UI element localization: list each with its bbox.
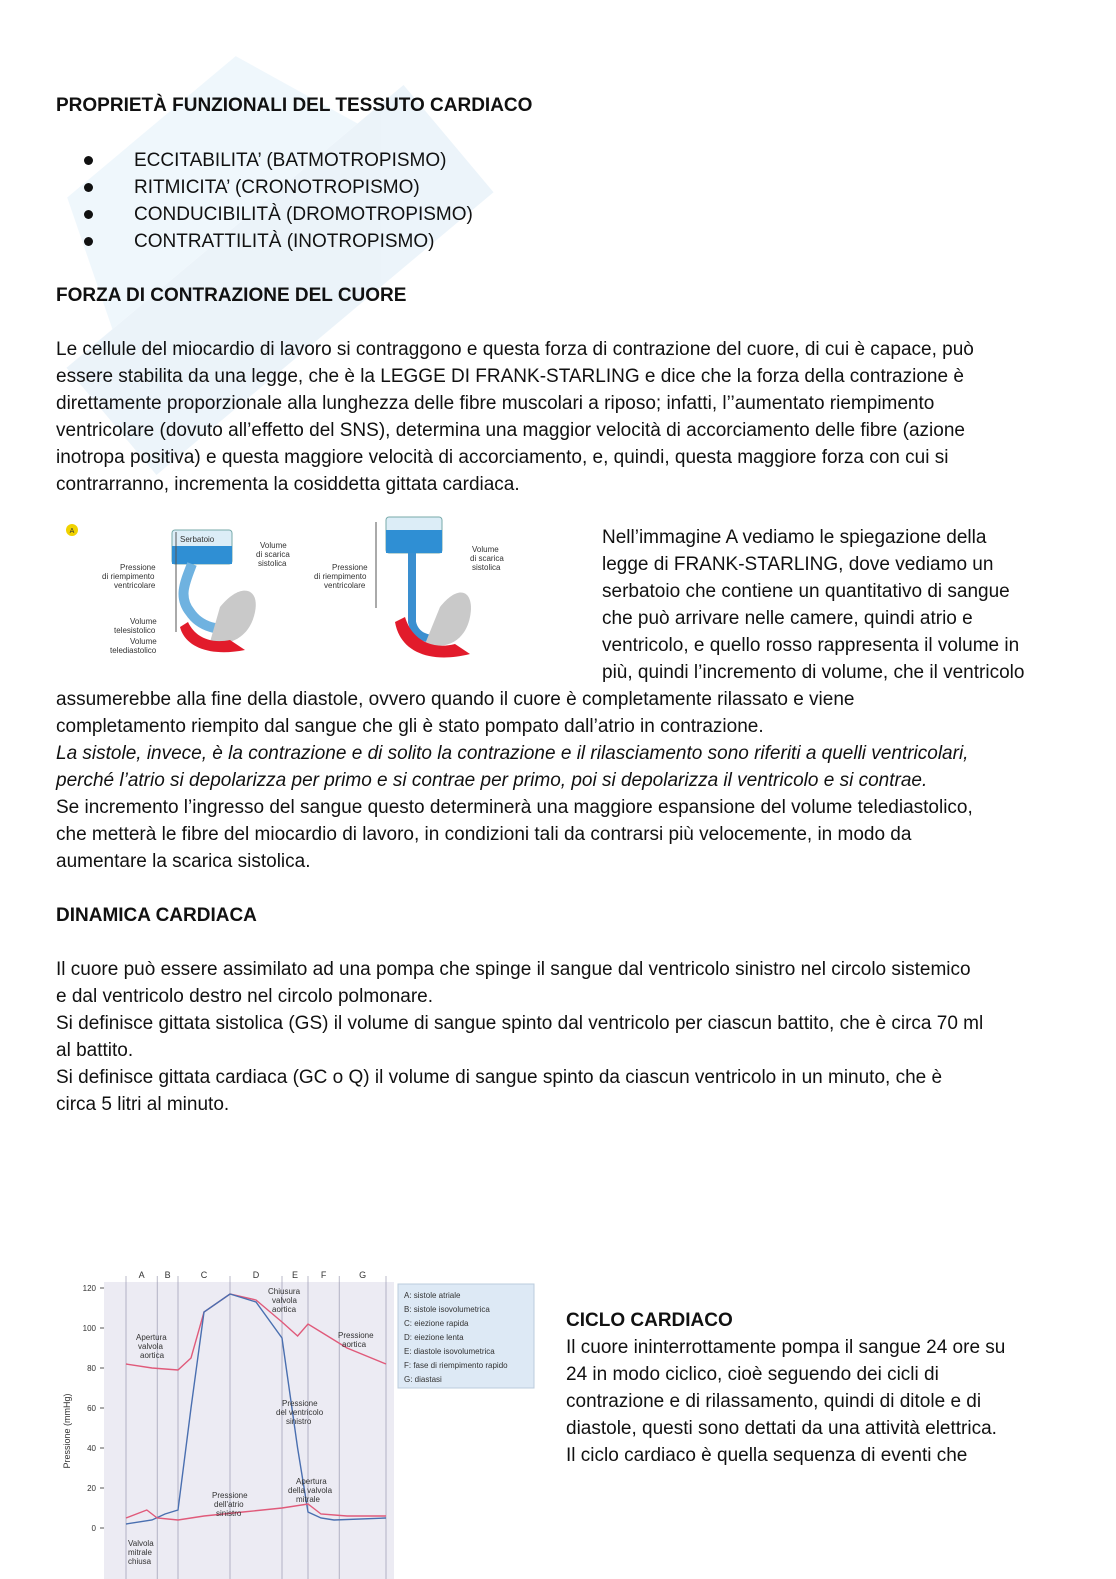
- phase-label: C: [200, 1270, 208, 1280]
- paragraph-line: direttamente proporzionale alla lunghezza delle fibre muscolari a riposo; infatti, l’’aumentato riempimento: [56, 393, 935, 414]
- y-tick-label: 40: [87, 1444, 96, 1453]
- legend-entry: G: diastasi: [404, 1375, 442, 1384]
- paragraph-line: aumentare la scarica sistolica.: [56, 851, 311, 872]
- section-title-proprieta: PROPRIETÀ FUNZIONALI DEL TESSUTO CARDIACO: [56, 95, 533, 116]
- legend-entry: F: fase di riempimento rapido: [404, 1361, 508, 1370]
- paragraph-line: Se incremento l’ingresso del sangue questo determinerà una maggiore espansione del volume telediastolico,: [56, 797, 973, 818]
- annotation-pressione-atrio: Pressione: [212, 1491, 248, 1500]
- y-axis-label: Pressione (mmHg): [62, 1393, 72, 1469]
- frank-starling-figure: [60, 512, 580, 672]
- paragraph-line: e dal ventricolo destro nel circolo polmonare.: [56, 986, 434, 1007]
- paragraph-line: essere stabilita da una legge, che è la LEGGE DI FRANK-STARLING e dice che la forza della contrazione è: [56, 366, 964, 387]
- phase-label: D: [252, 1270, 260, 1280]
- annotation-apertura-aortica: Apertura: [136, 1333, 167, 1342]
- annotation-apertura-aortica: aortica: [140, 1351, 165, 1360]
- annotation-pressione-aortica: Pressione: [338, 1331, 374, 1340]
- bullet-item: CONTRATTILITÀ (INOTROPISMO): [134, 231, 435, 252]
- side-text-line: che può arrivare nelle camere, quindi atrio e: [602, 608, 973, 629]
- annotation-pressione-aortica: aortica: [342, 1340, 367, 1349]
- bullet-item: RITMICITA’ (CRONOTROPISMO): [134, 177, 420, 198]
- y-tick-label: 80: [87, 1364, 96, 1373]
- phase-label: B: [164, 1270, 171, 1280]
- paragraph-line: diastole, questi sono dettati da una attività elettrica.: [566, 1418, 997, 1439]
- side-text-line: ventricolo, e quello rosso rappresenta il volume in: [602, 635, 1020, 656]
- phase-label: F: [320, 1270, 327, 1280]
- phase-label: E: [291, 1270, 299, 1280]
- y-tick-label: 60: [87, 1404, 96, 1413]
- label-volume-left: sistolica: [258, 559, 287, 568]
- y-tick-label: 100: [82, 1324, 96, 1333]
- section-title-dinamica: DINAMICA CARDIACA: [56, 905, 257, 926]
- annotation-apertura-aortica: valvola: [138, 1342, 163, 1351]
- section-title-forza: FORZA DI CONTRAZIONE DEL CUORE: [56, 285, 407, 306]
- paragraph-line: che metterà le fibre del miocardio di lavoro, in condizioni tali da contrarsi più velocemente, in modo da: [56, 824, 912, 845]
- paragraph-line: Il ciclo cardiaco è quella sequenza di eventi che: [566, 1445, 968, 1466]
- side-text-line: Nell’immagine A vediamo le spiegazione della: [602, 527, 987, 548]
- annotation-apertura-mitrale: mitrale: [296, 1495, 321, 1504]
- bullet-item: CONDUCIBILITÀ (DROMOTROPISMO): [134, 204, 473, 225]
- paragraph-line: ventricolare (dovuto all’effetto del SNS), determina una maggior velocità di accorciamento delle fibre (azione: [56, 420, 965, 441]
- annotation-apertura-mitrale: della valvola: [288, 1486, 333, 1495]
- phase-label: A: [138, 1270, 145, 1280]
- legend-entry: A: sistole atriale: [404, 1291, 461, 1300]
- paragraph-line: Le cellule del miocardio di lavoro si contraggono e questa forza di contrazione del cuore, di cui è capace, può: [56, 339, 974, 360]
- label-volume-left: di scarica: [256, 550, 290, 559]
- label-pressione-right: di riempimento: [314, 572, 367, 581]
- paragraph-line: Si definisce gittata cardiaca (GC o Q) il volume di sangue spinto da ciascun ventricolo in un minuto, che è: [56, 1067, 943, 1088]
- italic-line: perché l’atrio si depolarizza per primo e si contrae per primo, poi si depolarizza il ventricolo e si contrae.: [56, 770, 928, 791]
- label-telediastolico: telediastolico: [110, 646, 157, 655]
- label-telediastolico: Volume: [130, 637, 157, 646]
- annotation-pressione-atrio: sinistro: [216, 1509, 242, 1518]
- y-tick-label: 0: [91, 1524, 96, 1533]
- legend-entry: C: eiezione rapida: [404, 1319, 469, 1328]
- left-apparatus: [172, 530, 256, 652]
- annotation-pressione-atrio: dell'atrio: [214, 1500, 244, 1509]
- legend-entry: D: eiezione lenta: [404, 1333, 464, 1342]
- annotation-valvola-mitrale: mitrale: [128, 1548, 153, 1557]
- paragraph-line: Il cuore ininterrottamente pompa il sangue 24 ore su: [566, 1337, 1006, 1358]
- phase-label: G: [359, 1270, 367, 1280]
- section-title-ciclo: CICLO CARDIACO: [566, 1310, 733, 1331]
- paragraph-line: 24 in modo ciclico, cioè seguendo dei cicli di: [566, 1364, 939, 1385]
- annotation-valvola-mitrale: chiusa: [128, 1557, 152, 1566]
- label-telesistolico: Volume: [130, 617, 157, 626]
- paragraph-line: Si definisce gittata sistolica (GS) il volume di sangue spinto dal ventricolo per ciascun battito, che è circa 70 ml: [56, 1013, 984, 1034]
- label-volume-right: sistolica: [472, 563, 501, 572]
- bullet-dot: [84, 156, 93, 165]
- side-text-line: più, quindi l’incremento di volume, che il ventricolo: [602, 662, 1025, 683]
- label-pressione-left: di riempimento: [102, 572, 155, 581]
- annotation-pressione-ventricolo: sinistro: [286, 1417, 312, 1426]
- label-volume-right: di scarica: [470, 554, 504, 563]
- legend-entry: B: sistole isovolumetrica: [404, 1305, 490, 1314]
- paragraph-line: Il cuore può essere assimilato ad una pompa che spinge il sangue dal ventricolo sinistro nel circolo sistemico: [56, 959, 971, 980]
- label-pressione-left: ventricolare: [114, 581, 156, 590]
- bullet-dot: [84, 210, 93, 219]
- paragraph-line: assumerebbe alla fine della diastole, ovvero quando il cuore è completamente rilassato e viene: [56, 689, 855, 710]
- annotation-pressione-ventricolo: del ventricolo: [276, 1408, 324, 1417]
- y-tick-label: 20: [87, 1484, 96, 1493]
- label-pressione-right: Pressione: [332, 563, 368, 572]
- label-serbatoio: Serbatoio: [180, 535, 215, 544]
- label-pressione-right: ventricolare: [324, 581, 366, 590]
- paragraph-line: contrarranno, incrementa la cosiddetta gittata cardiaca.: [56, 474, 520, 495]
- label-pressione-left: Pressione: [120, 563, 156, 572]
- label-volume-right: Volume: [472, 545, 499, 554]
- annotation-apertura-mitrale: Apertura: [296, 1477, 327, 1486]
- plot-background: [104, 1282, 394, 1579]
- paragraph-line: al battito.: [56, 1040, 134, 1061]
- annotation-chiusura: Chiusura: [268, 1287, 301, 1296]
- annotation-valvola-mitrale: Valvola: [128, 1539, 154, 1548]
- figure-marker: A: [69, 528, 75, 535]
- paragraph-line: contrazione e di rilassamento, quindi di ditole e di: [566, 1391, 982, 1412]
- bullet-item: ECCITABILITA’ (BATMOTROPISMO): [134, 150, 447, 171]
- italic-line: La sistole, invece, è la contrazione e di solito la contrazione e il rilasciamento sono riferiti a quelli ventricolari,: [56, 743, 969, 764]
- paragraph-line: completamento riempito dal sangue che gli è stato pompato dall’atrio in contrazione.: [56, 716, 764, 737]
- paragraph-line: circa 5 litri al minuto.: [56, 1094, 230, 1115]
- y-tick-label: 120: [82, 1284, 96, 1293]
- annotation-chiusura: aortica: [272, 1305, 297, 1314]
- annotation-chiusura: valvola: [272, 1296, 297, 1305]
- bullet-dot: [84, 183, 93, 192]
- annotation-pressione-ventricolo: Pressione: [282, 1399, 318, 1408]
- cardiac-cycle-chart: [56, 1266, 540, 1579]
- side-text-line: legge di FRANK-STARLING, dove vediamo un: [602, 554, 994, 575]
- side-text-line: serbatoio che contiene un quantitativo di sangue: [602, 581, 1010, 602]
- label-volume-left: Volume: [260, 541, 287, 550]
- legend-entry: E: diastole isovolumetrica: [404, 1347, 495, 1356]
- bullet-dot: [84, 237, 93, 246]
- right-apparatus: [376, 517, 471, 657]
- paragraph-line: inotropa positiva) e questa maggiore velocità di accorciamento, e, quindi, questa maggiore forza con cui si: [56, 447, 949, 468]
- label-telesistolico: telesistolico: [114, 626, 156, 635]
